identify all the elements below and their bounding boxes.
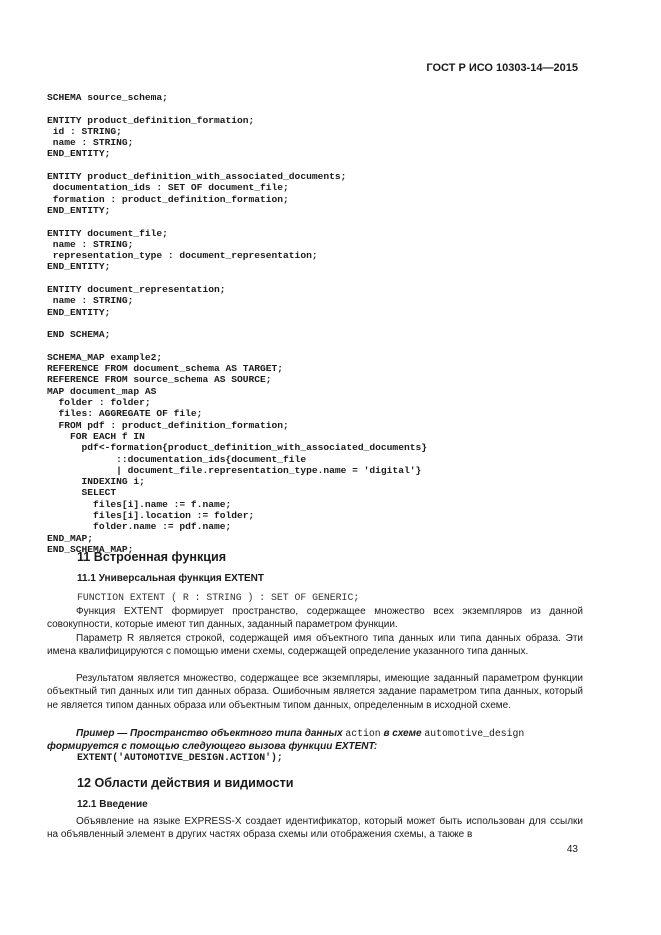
paragraph-scope-intro: Объявление на языке EXPRESS-X создает идентификатор, который может быть использован для ссылки на объявленный элемент в других частях образа схемы или отображения схемы, а также в [47,816,583,841]
code-listing: SCHEMA source_schema; ENTITY product_definition_formation; id : STRING; name : STRING; END_ENTITY; ENTITY product_definition_with_associated_documents; documentation_ids : SET OF document_file; formation : product_definition_formation; END_ENTITY; ENTITY document_file; name : STRING; representation_type : document_representation; END_ENTITY; ENTITY document_representation; name : STRING; END_ENTITY; END SCHEMA; SCHEMA_MAP example2; REFERENCE FROM document_schema AS TARGET; REFERENCE FROM source_schema AS SOURCE; MAP document_map AS folder : folder; files: AGGREGATE OF file; FROM pdf : product_definition_formation; FOR EACH f IN pdf<-formation{product_definition_with_associated_documents} ::documentation_ids{document_file | document_file.representation_type.name = 'digital'} INDEXING i; SELECT files[i].name := f.name; files[i].location := folder; folder.name := pdf.name; END_MAP; END_SCHEMA_MAP; [47,92,427,555]
example-code: EXTENT('AUTOMOTIVE_DESIGN.ACTION'); [77,752,283,763]
example-text [47,727,583,753]
section-12-1-heading: 12.1 Введение [77,799,148,810]
example-type-name: action [345,728,381,739]
example-label: Пример — Пространство объектного типа данных [76,728,343,739]
document-header: ГОСТ Р ИСО 10303-14—2015 [426,62,578,74]
paragraph-extent-description: Функция EXTENT формирует пространство, содержащее множество всех экземпляров из данной совокупности, которые имеют тип данных, заданный параметром функции. [47,606,583,631]
example-in-schema: в схеме [383,728,422,739]
section-11-1-heading: 11.1 Универсальная функция EXTENT [77,573,264,584]
section-12-heading: 12 Области действия и видимости [77,776,294,790]
page-number: 43 [566,844,578,855]
example-formed-by: формируется с помощью следующего вызова функции EXTENT: [47,741,378,753]
function-signature: FUNCTION EXTENT ( R : STRING ) : SET OF GENERIC; [77,592,360,603]
paragraph-parameter-description: Параметр R является строкой, содержащей имя объектного типа данных или типа данных образа. Эти имена квалифицируются с помощью имени схемы, содержащей определение указанного типа данных. [47,633,583,658]
paragraph-result-description: Результатом является множество, содержащее все экземпляры, имеющие заданный параметром функции объектный тип данных или тип данных образа. Ошибочным является задание параметром типа данных, который не является типом данных образа или объектным типом данных, определенным в исходной схеме. [47,673,583,711]
example-schema-name: automotive_design [424,728,525,739]
section-11-heading: 11 Встроенная функция [77,550,227,564]
